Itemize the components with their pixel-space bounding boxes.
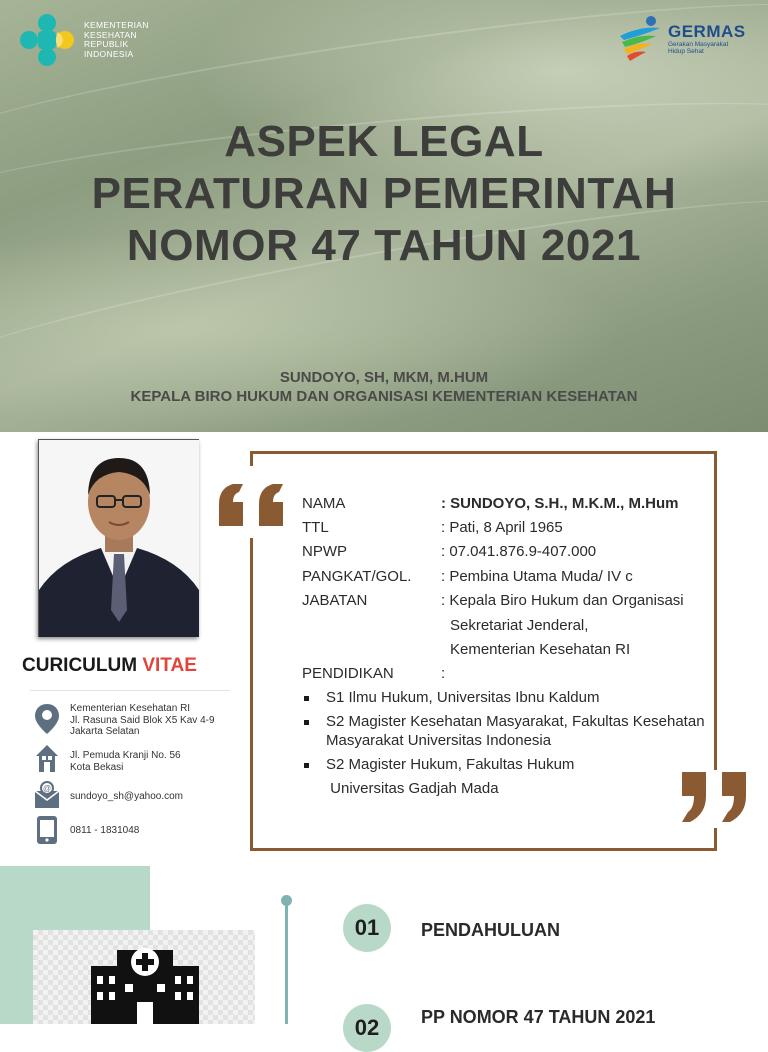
svg-text:@: @ [42, 784, 52, 793]
agenda-item-label: PP NOMOR 47 TAHUN 2021 [421, 1007, 656, 1027]
education-item-continued: Masyarakat Universitas Indonesia [326, 732, 552, 749]
contact-line: Kota Bekasi [70, 761, 124, 773]
person-portrait-icon [39, 440, 199, 637]
germas-tagline: Gerakan Masyarakat [668, 41, 729, 48]
divider [30, 690, 230, 691]
germas-logo-text [668, 23, 746, 55]
phone-number: 0811 - 1831048 [70, 825, 140, 836]
contact-line: Jakarta Selatan [70, 726, 140, 737]
close-quote-icon [676, 770, 756, 828]
icon-background [33, 930, 255, 1024]
contact-home [34, 743, 181, 773]
email-icon [34, 781, 60, 811]
kemenkes-logo [18, 12, 149, 68]
education-item: S2 Magister Hukum, Fakultas Hukum [326, 756, 575, 773]
germas-logo [616, 14, 746, 64]
profile-photo [38, 439, 199, 637]
field-value: : Pati, 8 April 1965 [441, 519, 563, 536]
phone-icon [34, 815, 60, 845]
agenda-number: 02 [343, 1004, 391, 1052]
cv-title [22, 655, 197, 677]
jabatan-continued: Sekretariat Jenderal, [450, 617, 589, 634]
presenter-name: SUNDOYO, SH, MKM, M.HUM [279, 369, 489, 386]
contact-text [70, 750, 181, 773]
jabatan-continued: Kementerian Kesehatan RI [450, 641, 631, 658]
contact-phone [34, 815, 139, 845]
home-icon [34, 743, 60, 773]
agenda-item-label: PENDAHULUAN [421, 920, 560, 940]
logo-text-line: KEMENTERIAN [84, 20, 149, 30]
location-pin-icon [34, 703, 60, 733]
field-value: : 07.041.876.9-407.000 [441, 543, 597, 560]
kemenkes-emblem-icon [18, 12, 76, 68]
logo-text-line: REPUBLIK [84, 39, 129, 49]
field-value: : SUNDOYO, S.H., M.K.M., M.Hum [441, 495, 679, 512]
agenda-number: 01 [343, 904, 391, 952]
contact-text [70, 791, 183, 803]
slide-title-line: PERATURAN PEMERINTAH [91, 169, 677, 218]
email-address: sundoyo_sh@yahoo.com [70, 791, 183, 802]
field-value: : Kepala Biro Hukum dan Organisasi [441, 592, 684, 609]
hospital-icon [33, 930, 255, 1024]
germas-wordmark: GERMAS [668, 22, 746, 41]
slide-title-line: NOMOR 47 TAHUN 2021 [126, 221, 642, 270]
agenda-timeline [285, 899, 288, 1024]
field-value: : Pembina Utama Muda/ IV c [441, 568, 633, 585]
contact-line: Jl. Pemuda Kranji No. 56 [70, 750, 181, 761]
open-quote-icon [213, 466, 291, 538]
logo-text-line: KESEHATAN [84, 29, 137, 40]
contact-text [70, 825, 139, 837]
education-colon: : [441, 665, 446, 682]
cv-title-red: VITAE [142, 655, 197, 676]
contact-line: Jl. Rasuna Said Blok X5 Kav 4-9 [70, 714, 215, 726]
slide-title-line: ASPEK LEGAL [224, 117, 544, 166]
field-label: JABATAN [302, 592, 368, 609]
field-label: TTL [302, 519, 329, 536]
kemenkes-logo-text [84, 21, 149, 59]
title-slide [0, 0, 768, 432]
field-label: PANGKAT/GOL. [302, 568, 412, 585]
germas-tagline: Hidup Sehat [668, 48, 704, 55]
field-label: NPWP [302, 543, 347, 560]
education-label: PENDIDIKAN [302, 665, 394, 682]
logo-text-line: INDONESIA [84, 48, 134, 59]
bullet [304, 720, 309, 725]
germas-emblem-icon [616, 14, 666, 64]
bullet [304, 696, 309, 701]
presenter-position: KEPALA BIRO HUKUM DAN ORGANISASI KEMENTERIAN KESEHATAN [130, 388, 638, 405]
field-label: NAMA [302, 495, 346, 512]
education-item-continued: Universitas Gadjah Mada [326, 780, 499, 797]
contact-email [34, 781, 183, 811]
education-item: S2 Magister Kesehatan Masyarakat, Fakultas Kesehatan [326, 713, 705, 730]
contact-line: Kementerian Kesehatan RI [70, 703, 191, 714]
cv-title-black: CURICULUM [22, 655, 138, 676]
contact-office [34, 703, 215, 738]
contact-text [70, 703, 215, 738]
timeline-dot [281, 895, 292, 906]
education-item: S1 Ilmu Hukum, Universitas Ibnu Kaldum [326, 689, 600, 706]
bullet [304, 763, 309, 768]
